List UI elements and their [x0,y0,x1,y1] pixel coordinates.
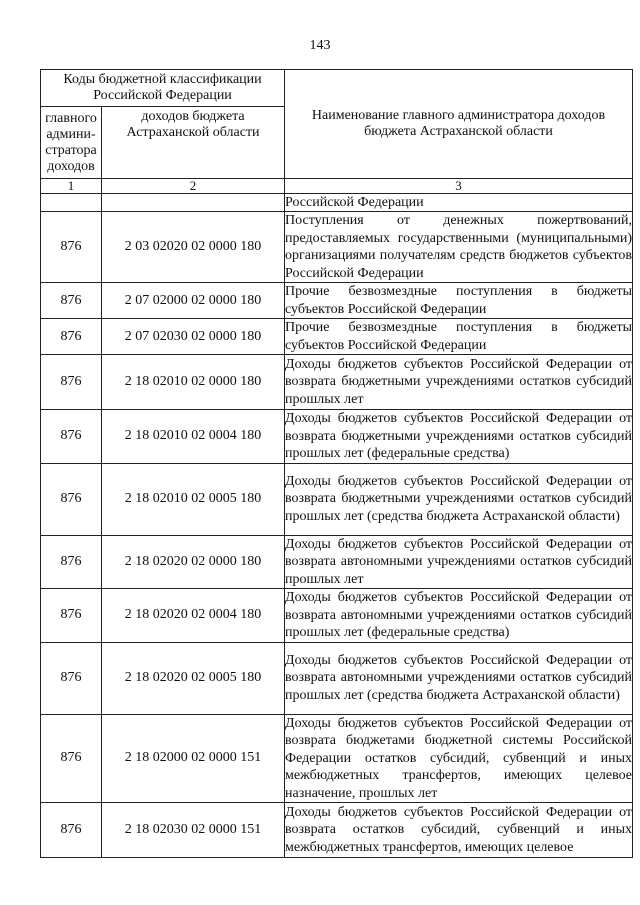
admin-code: 876 [41,212,102,283]
revenue-code: 2 03 02020 02 0000 180 [102,212,285,283]
admin-code: 876 [41,642,102,714]
table-row [41,535,633,589]
revenue-name: Доходы бюджетов субъектов Российской Федерации от возврата бюджетами бюджетной системы Российской Федерации остатков субсидий, субвенций и иных межбюджетных трансфертов, имеющих целевое назначение, прошлых лет [285,715,633,801]
header-codes-group: Коды бюджетной классификации Российской Федерации [41,70,285,107]
admin-code: 876 [41,283,102,319]
revenue-code: 2 18 02010 02 0004 180 [102,410,285,464]
column-number-1: 1 [41,179,102,194]
header-revenue-code: доходов бюджета Астраханской области [102,107,285,179]
revenue-name: Поступления от денежных пожертвований, предоставляемых государственными (муниципальными) организациями получателям средств бюджетов субъектов Российской Федерации [285,213,633,281]
column-number-3: 3 [285,179,633,194]
continuation-text: Российской Федерации [285,194,633,212]
revenue-name: Доходы бюджетов субъектов Российской Федерации от возврата бюджетными учреждениями остатков субсидий прошлых лет [285,355,633,410]
admin-code: 876 [41,319,102,355]
admin-code: 876 [41,355,102,410]
revenue-name: Доходы бюджетов субъектов Российской Федерации от возврата бюджетными учреждениями остатков субсидий прошлых лет (федеральные средства) [285,411,633,461]
revenue-name: Доходы бюджетов субъектов Российской Федерации от возврата остатков субсидий, субвенций и иных межбюджетных трансфертов, имеющих целевое [285,803,633,858]
table-row [41,642,633,714]
revenue-name: Прочие безвозмездные поступления в бюджеты субъектов Российской Федерации [285,320,633,353]
table-row [41,194,633,212]
table-row [41,463,633,535]
revenue-code: 2 18 02030 02 0000 151 [102,803,285,858]
revenue-name: Доходы бюджетов субъектов Российской Федерации от возврата автономными учреждениями остатков субсидий прошлых лет (федеральные средства) [285,590,633,640]
revenue-code: 2 18 02000 02 0000 151 [102,714,285,803]
admin-code: 876 [41,803,102,858]
budget-classification-table [40,69,633,858]
revenue-name: Доходы бюджетов субъектов Российской Федерации от возврата бюджетными учреждениями остатков субсидий прошлых лет (средства бюджета Астраханской области) [285,463,633,535]
admin-code: 876 [41,463,102,535]
header-admin-code: главного админи-стратора доходов [41,107,102,179]
header-name-column: Наименование главного администратора доходов бюджета Астраханской области [285,70,633,179]
revenue-code: 2 18 02020 02 0005 180 [102,642,285,714]
admin-code: 876 [41,714,102,803]
revenue-code: 2 07 02000 02 0000 180 [102,283,285,319]
revenue-code: 2 07 02030 02 0000 180 [102,319,285,355]
admin-code: 876 [41,589,102,643]
revenue-code: 2 18 02010 02 0000 180 [102,355,285,410]
revenue-name: Прочие безвозмездные поступления в бюджеты субъектов Российской Федерации [285,284,633,317]
revenue-name: Доходы бюджетов субъектов Российской Федерации от возврата автономными учреждениями остатков субсидий прошлых лет (средства бюджета Астраханской области) [285,642,633,714]
revenue-code: 2 18 02010 02 0005 180 [102,463,285,535]
table-row [41,410,633,464]
revenue-name: Доходы бюджетов субъектов Российской Федерации от возврата автономными учреждениями остатков субсидий прошлых лет [285,536,633,587]
table-row [41,589,633,643]
table-row [41,319,633,355]
table-row [41,355,633,410]
page-number: 143 [309,38,331,53]
revenue-code: 2 18 02020 02 0004 180 [102,589,285,643]
table-row [41,283,633,319]
table-row [41,212,633,283]
admin-code: 876 [41,535,102,589]
table-row [41,714,633,803]
table-row [41,803,633,858]
column-number-2: 2 [102,179,285,194]
revenue-code: 2 18 02020 02 0000 180 [102,535,285,589]
admin-code: 876 [41,410,102,464]
